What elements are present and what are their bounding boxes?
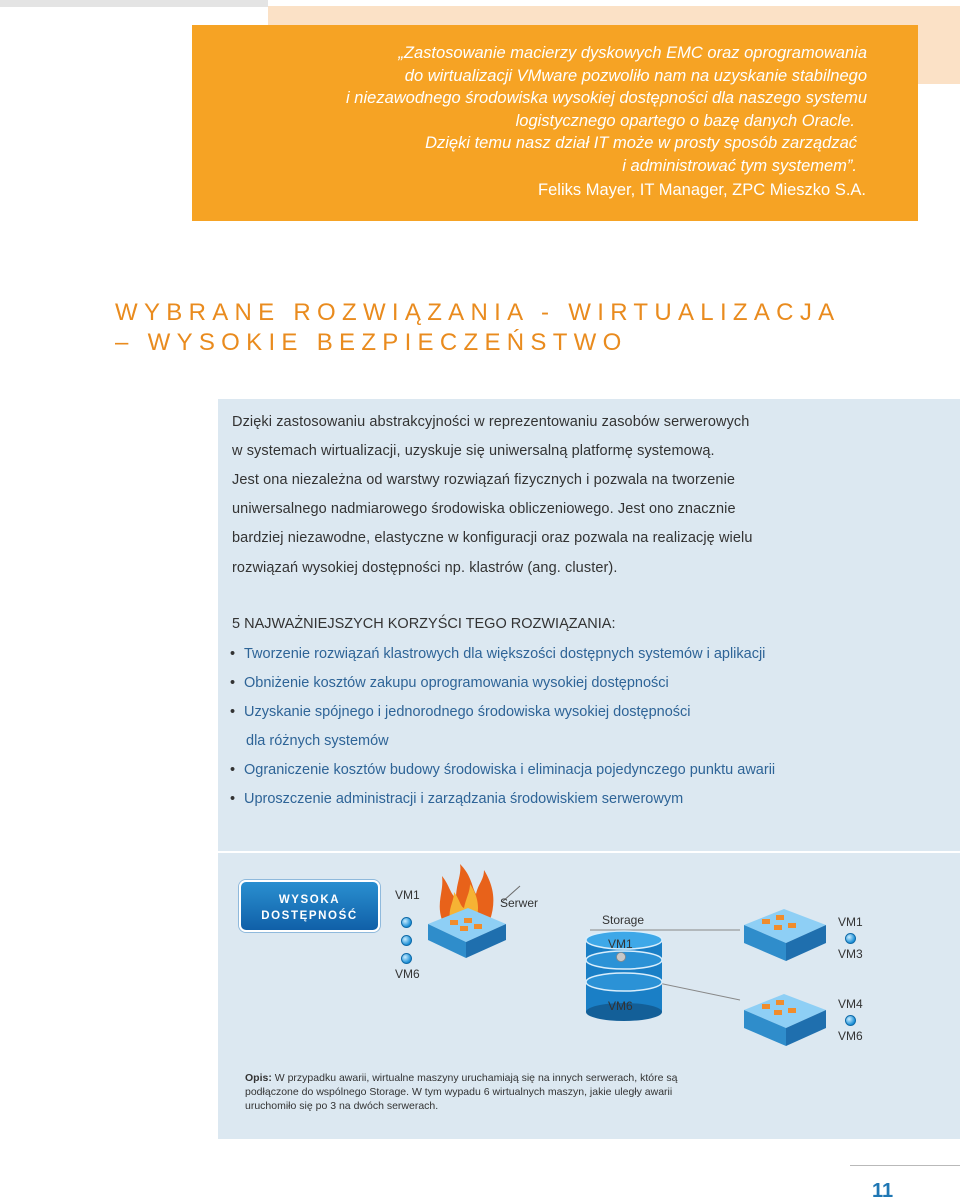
server-label: Serwer [500, 896, 539, 910]
badge-line-2: DOSTĘPNOŚĆ [261, 910, 358, 922]
right-bottom-vm6-label: VM6 [838, 1029, 863, 1043]
intro-line: w systemach wirtualizacji, uzyskuje się uniwersalną platformę systemową. [232, 443, 715, 459]
caption-text: W przypadku awarii, wirtualne maszyny uruchamiają się na innych serwerach, które są podłączone do wspólnego Storage. W tym wypadu 6 wirtualnych maszyn, jakie uległy awarii uruchomiło się po 3 na dwóch serwerach. [245, 1072, 678, 1112]
bullet: • [230, 762, 236, 778]
quote-line: i niezawodnego środowiska wysokiej dostępności dla naszego systemu [346, 89, 867, 108]
intro-line: rozwiązań wysokiej dostępności np. klastrów (ang. cluster). [232, 560, 618, 576]
section-title-line-1: WYBRANE ROZWIĄZANIA - WIRTUALIZACJA [115, 299, 841, 326]
bullet: • [230, 704, 236, 720]
right-top-vm3-label: VM3 [838, 947, 863, 961]
high-availability-badge [239, 880, 380, 932]
benefit-text: Tworzenie rozwiązań klastrowych dla większości dostępnych systemów i aplikacji [244, 646, 766, 662]
quote-author: Feliks Mayer, IT Manager, ZPC Mieszko S.A. [538, 180, 866, 199]
benefit-item [230, 704, 691, 720]
vm-dot [401, 935, 412, 946]
quote-line: do wirtualizacji VMware pozwoliło nam na uzyskanie stabilnego [404, 66, 867, 85]
failed-server-icon [420, 862, 510, 962]
page-number-rule [850, 1165, 960, 1166]
bullet: • [230, 646, 236, 662]
page-number: 11 [872, 1180, 894, 1202]
left-vm1-label: VM1 [395, 888, 420, 902]
caption-label: Opis: [245, 1072, 272, 1084]
benefit-item-continuation: dla różnych systemów [246, 733, 389, 749]
benefit-item [230, 791, 683, 807]
vm-dot [845, 933, 856, 944]
left-vm6-label: VM6 [395, 967, 420, 981]
benefit-text: Obniżenie kosztów zakupu oprogramowania wysokiej dostępności [244, 675, 669, 691]
storage-label: Storage [602, 913, 645, 927]
server-icon [740, 905, 830, 963]
quote-line: logistycznego opartego o bazę danych Oracle. [515, 111, 855, 130]
right-bottom-vm4-label: VM4 [838, 997, 863, 1011]
benefit-text: Uzyskanie spójnego i jednorodnego środowiska wysokiej dostępności [244, 704, 691, 720]
vm-dot [401, 917, 412, 928]
intro-line: Jest ona niezależna od warstwy rozwiązań fizycznych i pozwala na tworzenie [232, 472, 736, 488]
benefits-heading: 5 NAJWAŻNIEJSZYCH KORZYŚCI TEGO ROZWIĄZANIA: [232, 616, 616, 632]
section-title-line-2: – WYSOKIE BEZPIECZEŃSTWO [115, 329, 628, 356]
intro-line: uniwersalnego nadmiarowego środowiska obliczeniowego. Jest ono znacznie [232, 501, 736, 517]
benefit-item [230, 762, 775, 778]
testimonial-quote-box [192, 25, 918, 221]
vm-dot [401, 953, 412, 964]
benefit-item [230, 646, 765, 662]
benefit-text: Uproszczenie administracji i zarządzania środowiskiem serwerowym [244, 791, 684, 807]
badge-line-1: WYSOKA [278, 894, 341, 906]
server-icon [740, 990, 830, 1048]
bullet: • [230, 675, 236, 691]
right-top-vm1-label: VM1 [838, 915, 863, 929]
benefit-text: Ograniczenie kosztów budowy środowiska i eliminacja pojedynczego punktu awarii [244, 762, 776, 778]
section-title [115, 298, 840, 358]
diagram-caption [245, 1071, 695, 1113]
quote-line: Dzięki temu nasz dział IT może w prosty sposób zarządzać [425, 134, 857, 153]
benefit-item [230, 675, 669, 691]
top-grey-strip [0, 0, 268, 7]
bullet: • [230, 791, 236, 807]
storage-vm1-label: VM1 [608, 937, 633, 951]
storage-vm6-label: VM6 [608, 999, 633, 1013]
intro-line: bardziej niezawodne, elastyczne w konfiguracji oraz pozwala na realizację wielu [232, 530, 753, 546]
quote-line: „Zastosowanie macierzy dyskowych EMC oraz oprogramowania [398, 44, 867, 62]
intro-line: Dzięki zastosowaniu abstrakcyjności w reprezentowaniu zasobów serwerowych [232, 414, 750, 430]
testimonial-text [192, 42, 867, 201]
quote-line: i administrować tym systemem”. [622, 156, 857, 175]
vm-dot [845, 1015, 856, 1026]
